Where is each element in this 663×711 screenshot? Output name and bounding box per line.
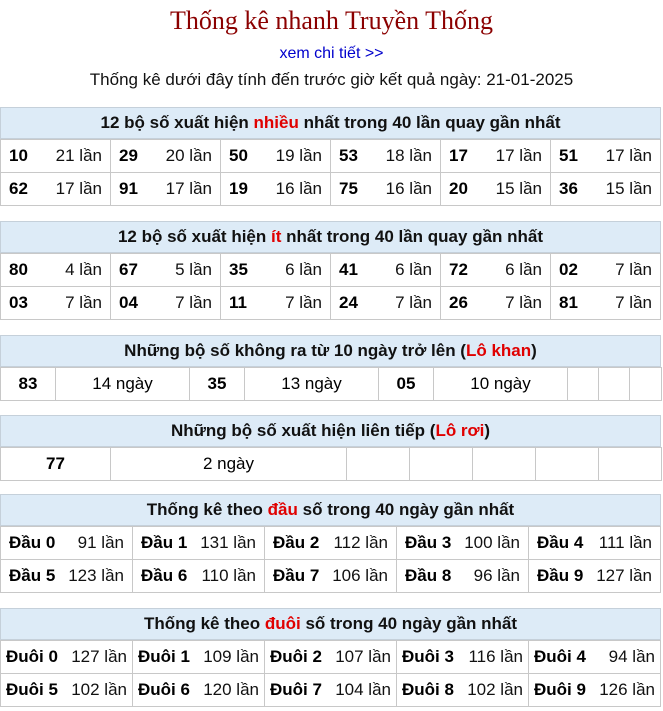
dau-cell: Đầu 6 110 lần	[133, 560, 265, 593]
empty-cell	[410, 448, 473, 481]
table-row	[1, 140, 661, 173]
number-cell: 62 17 lần	[1, 173, 111, 206]
empty-cell	[599, 368, 630, 401]
dau-table	[0, 526, 661, 593]
table-row	[1, 674, 661, 707]
number-cell: 11 7 lần	[221, 287, 331, 320]
dau-cell: Đầu 7 106 lần	[265, 560, 397, 593]
duoi-heading: Thống kê theo đuôi số trong 40 ngày gần nhất	[0, 608, 661, 640]
table-row	[1, 448, 662, 481]
number-cell: 67 5 lần	[111, 254, 221, 287]
number-cell: 81 7 lần	[551, 287, 661, 320]
duoi-cell: Đuôi 5 102 lần	[1, 674, 133, 707]
empty-cell	[347, 448, 410, 481]
number-cell: 53 18 lần	[331, 140, 441, 173]
dau-cell: Đầu 3 100 lần	[397, 527, 529, 560]
duoi-section	[0, 608, 661, 707]
duoi-cell: Đuôi 8 102 lần	[397, 674, 529, 707]
number-cell: 51 17 lần	[551, 140, 661, 173]
number-cell: 36 15 lần	[551, 173, 661, 206]
lo-khan-table	[0, 367, 662, 401]
duoi-table	[0, 640, 661, 707]
empty-cell	[599, 448, 662, 481]
lo-roi-number: 77	[1, 448, 111, 481]
lo-khan-section	[0, 335, 661, 401]
dau-cell: Đầu 8 96 lần	[397, 560, 529, 593]
lo-roi-heading: Những bộ số xuất hiện liên tiếp (Lô rơi)	[0, 415, 661, 447]
least-frequent-heading: 12 bộ số xuất hiện ít nhất trong 40 lần quay gần nhất	[0, 221, 661, 253]
table-row	[1, 527, 661, 560]
detail-link[interactable]: xem chi tiết >>	[279, 45, 384, 62]
least-frequent-table	[0, 253, 661, 320]
number-cell: 35 6 lần	[221, 254, 331, 287]
duoi-cell: Đuôi 0 127 lần	[1, 641, 133, 674]
duoi-cell: Đuôi 7 104 lần	[265, 674, 397, 707]
lo-khan-days: 10 ngày	[434, 368, 568, 401]
number-cell: 41 6 lần	[331, 254, 441, 287]
number-cell: 02 7 lần	[551, 254, 661, 287]
page-subtitle: Thống kê dưới đây tính đến trước giờ kết quả ngày: 21-01-2025	[89, 70, 574, 89]
most-frequent-table	[0, 139, 661, 206]
detail-link-wrap	[0, 45, 663, 63]
number-cell: 91 17 lần	[111, 173, 221, 206]
lo-khan-heading: Những bộ số không ra từ 10 ngày trở lên (Lô khan)	[0, 335, 661, 367]
table-row	[1, 287, 661, 320]
lo-roi-section	[0, 415, 661, 481]
number-cell: 26 7 lần	[441, 287, 551, 320]
duoi-cell: Đuôi 4 94 lần	[529, 641, 661, 674]
number-cell: 80 4 lần	[1, 254, 111, 287]
duoi-cell: Đuôi 6 120 lần	[133, 674, 265, 707]
empty-cell	[630, 368, 662, 401]
duoi-cell: Đuôi 2 107 lần	[265, 641, 397, 674]
number-cell: 50 19 lần	[221, 140, 331, 173]
lo-khan-number: 83	[1, 368, 56, 401]
dau-cell: Đầu 2 112 lần	[265, 527, 397, 560]
table-row	[1, 254, 661, 287]
dau-cell: Đầu 0 91 lần	[1, 527, 133, 560]
least-frequent-section	[0, 221, 661, 320]
most-frequent-section	[0, 107, 661, 206]
number-cell: 04 7 lần	[111, 287, 221, 320]
lo-khan-days: 14 ngày	[56, 368, 190, 401]
number-cell: 24 7 lần	[331, 287, 441, 320]
empty-cell	[536, 448, 599, 481]
number-cell: 10 21 lần	[1, 140, 111, 173]
empty-cell	[568, 368, 599, 401]
number-cell: 03 7 lần	[1, 287, 111, 320]
table-row	[1, 641, 661, 674]
duoi-cell: Đuôi 3 116 lần	[397, 641, 529, 674]
dau-cell: Đầu 4 111 lần	[529, 527, 661, 560]
lo-khan-number: 35	[190, 368, 245, 401]
duoi-cell: Đuôi 1 109 lần	[133, 641, 265, 674]
lo-khan-days: 13 ngày	[245, 368, 379, 401]
number-cell: 19 16 lần	[221, 173, 331, 206]
lo-roi-table	[0, 447, 662, 481]
number-cell: 20 15 lần	[441, 173, 551, 206]
table-row	[1, 173, 661, 206]
empty-cell	[473, 448, 536, 481]
dau-cell: Đầu 9 127 lần	[529, 560, 661, 593]
number-cell: 17 17 lần	[441, 140, 551, 173]
lo-khan-number: 05	[379, 368, 434, 401]
lo-roi-days: 2 ngày	[111, 448, 347, 481]
dau-cell: Đầu 5 123 lần	[1, 560, 133, 593]
page-title: Thống kê nhanh Truyền Thống	[169, 6, 494, 35]
duoi-cell: Đuôi 9 126 lần	[529, 674, 661, 707]
dau-cell: Đầu 1 131 lần	[133, 527, 265, 560]
dau-heading: Thống kê theo đầu số trong 40 ngày gần nhất	[0, 494, 661, 526]
most-frequent-heading: 12 bộ số xuất hiện nhiều nhất trong 40 lần quay gần nhất	[0, 107, 661, 139]
dau-section	[0, 494, 661, 593]
number-cell: 75 16 lần	[331, 173, 441, 206]
number-cell: 29 20 lần	[111, 140, 221, 173]
table-row	[1, 560, 661, 593]
number-cell: 72 6 lần	[441, 254, 551, 287]
table-row	[1, 368, 662, 401]
